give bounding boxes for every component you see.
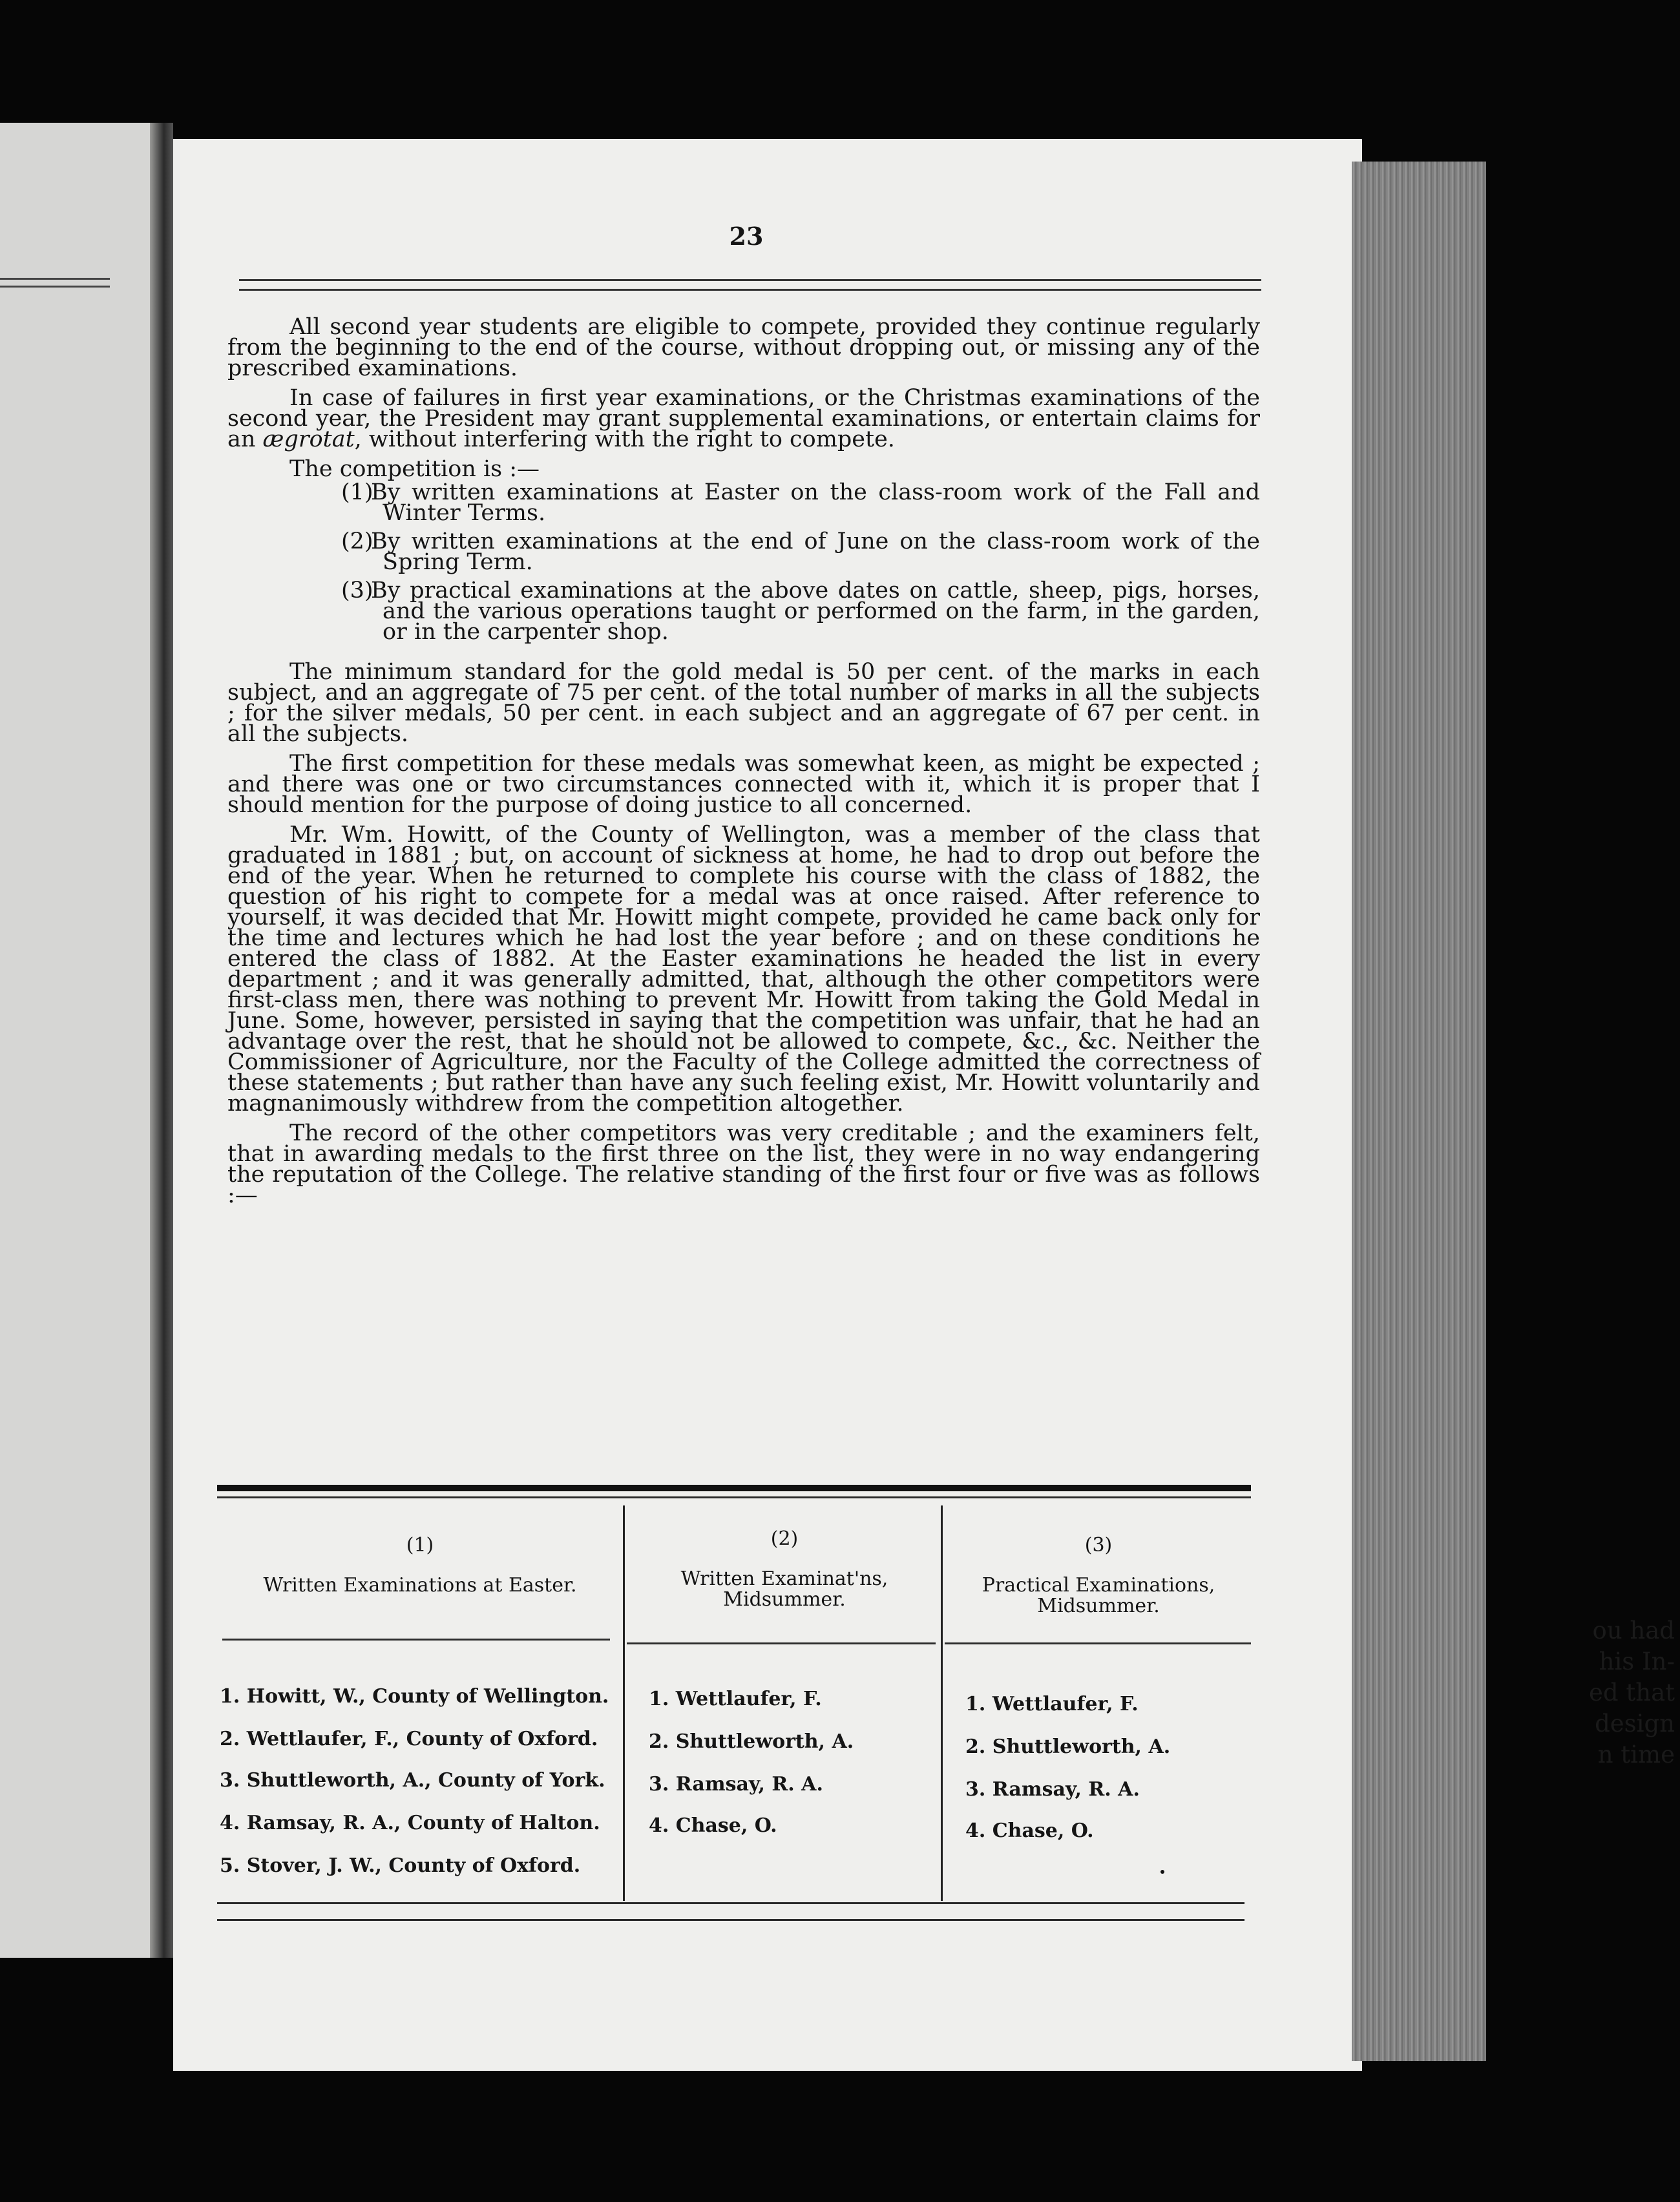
table-entry: 2. Shuttleworth, A. <box>965 1735 1171 1758</box>
header-rule <box>239 279 1261 291</box>
paragraph <box>227 385 1260 452</box>
table-entry: 2. Shuttleworth, A. <box>649 1730 854 1753</box>
scan-speck <box>1160 1870 1164 1874</box>
left-page-line: design <box>1595 1710 1675 1737</box>
list-item-number: (1) <box>341 479 373 505</box>
competition-list <box>227 479 1260 645</box>
column-divider <box>941 1505 943 1901</box>
left-page-rule <box>0 278 110 280</box>
left-page-text <box>1546 1615 1675 1770</box>
table-entry: 4. Chase, O. <box>965 1819 1094 1842</box>
header-underline <box>222 1639 610 1641</box>
column-number: (1) <box>406 1534 434 1557</box>
paragraph: The first competition for these medals was somewhat keen, as might be expected ; and there was one or two circumstances connected with it, which it is proper that I should mention for the purpose of doing justice to all concerned. <box>227 751 1260 818</box>
table-entry: 3. Ramsay, R. A. <box>965 1778 1140 1801</box>
table-top-rule-thin <box>217 1496 1251 1498</box>
column-header-1 <box>217 1535 623 1596</box>
body-text <box>227 314 1260 1215</box>
paragraph: Mr. Wm. Howitt, of the County of Wellington, was a member of the class that graduated in 1881 ; but, on account of sickness at home, he had to drop out before the end of the year. When he returned to complete his course with the class of 1882, the question of his right to compete for a medal was at once raised. After reference to yourself, it was decided that Mr. Howitt might compete, provided he came back only for the time and lectures which he had lost the year before ; and on these conditions he entered the class of 1882. At the Easter examinations he headed the list in every department ; and it was generally admitted, that, although the other competitors were first-class men, there was nothing to prevent Mr. Howitt from taking the Gold Medal in June. Some, however, persisted in saying that the competition was unfair, that he had an advantage over the rest, that he should not be allowed to compete, &c., &c. Neither the Commissioner of Agriculture, nor the Faculty of the College admitted the correctness of these statements ; but rather than have any such feeling exist, Mr. Howitt voluntarily and magnanimously withdrew from the competition altogether. <box>227 822 1260 1117</box>
book-gutter <box>150 123 173 1958</box>
column-number: (3) <box>1084 1534 1113 1557</box>
column-divider <box>623 1505 625 1901</box>
competition-intro: The competition is :— <box>289 456 540 482</box>
table-entry: 4. Chase, O. <box>649 1814 777 1837</box>
left-page-line: ed that <box>1589 1679 1675 1706</box>
header-underline <box>627 1642 936 1644</box>
column-header-3 <box>946 1535 1251 1617</box>
table-entry: 1. Wettlaufer, F. <box>649 1688 822 1710</box>
table-entry: 3. Ramsay, R. A. <box>649 1773 823 1796</box>
left-page-fragment <box>0 123 150 1958</box>
paragraph-text: , without interfering with the right to compete. <box>354 426 895 452</box>
list-item <box>227 578 1260 645</box>
column-header-2 <box>628 1529 941 1610</box>
table-bottom-rule <box>217 1902 1244 1904</box>
list-item-text: By written examinations at Easter on the class-room work of the Fall and Winter Terms. <box>371 479 1260 526</box>
column-number: (2) <box>770 1527 799 1550</box>
list-item-text: By written examinations at the end of June on the class-room work of the Spring Term. <box>371 529 1260 575</box>
list-item <box>227 529 1260 575</box>
table-entry: 5. Stover, J. W., County of Oxford. <box>220 1854 581 1877</box>
table-entry: 2. Wettlaufer, F., County of Oxford. <box>220 1728 598 1750</box>
list-item-number: (2) <box>341 529 373 554</box>
paragraph-text: In case of failures in first year examinations, or the Christmas examinations of the second year, the President may grant supplemental examinations, or entertain claims for an <box>227 385 1260 452</box>
aegrotat-term: ægrotat <box>262 426 355 452</box>
left-page-line: ou had <box>1592 1617 1675 1644</box>
paragraph: All second year students are eligible to compete, provided they continue regularly from the beginning to the end of the course, without dropping out, or missing any of the prescribed examinations. <box>227 314 1260 381</box>
table-top-rule <box>217 1485 1251 1491</box>
page-number: 23 <box>729 222 764 251</box>
column-title: Practical Examinations, Midsummer. <box>982 1574 1215 1617</box>
table-entry: 4. Ramsay, R. A., County of Halton. <box>220 1812 600 1834</box>
left-page-line: n time <box>1597 1741 1675 1768</box>
paragraph: The minimum standard for the gold medal is 50 per cent. of the marks in each subject, and an aggregate of 75 per cent. of the total number of marks in all the subjects ; for the silver medals, 50 per cent. in each subject and an aggregate of 67 per cent. in all the subjects. <box>227 659 1260 747</box>
table-entry: 1. Wettlaufer, F. <box>965 1693 1139 1715</box>
page-edges <box>1352 162 1486 2061</box>
list-item <box>227 479 1260 526</box>
table-entry: 1. Howitt, W., County of Wellington. <box>220 1685 609 1708</box>
list-item-number: (3) <box>341 578 373 603</box>
paragraph: The record of the other competitors was very creditable ; and the examiners felt, that in awarding medals to the first three on the list, they were in no way endangering the reputation of the College. The relative standing of the first four or five was as follows :— <box>227 1120 1260 1208</box>
table-entry: 3. Shuttleworth, A., County of York. <box>220 1769 605 1792</box>
list-item-text: By practical examinations at the above dates on cattle, sheep, pigs, horses, and the various operations taught or performed on the farm, in the garden, or in the carpenter shop. <box>371 578 1260 645</box>
column-title: Written Examinat'ns, Midsummer. <box>680 1568 888 1611</box>
left-page-rule <box>0 286 110 288</box>
column-title: Written Examinations at Easter. <box>263 1574 577 1597</box>
left-page-line: his In- <box>1599 1648 1675 1675</box>
table-bottom-rule <box>217 1919 1244 1921</box>
header-underline <box>945 1642 1251 1644</box>
